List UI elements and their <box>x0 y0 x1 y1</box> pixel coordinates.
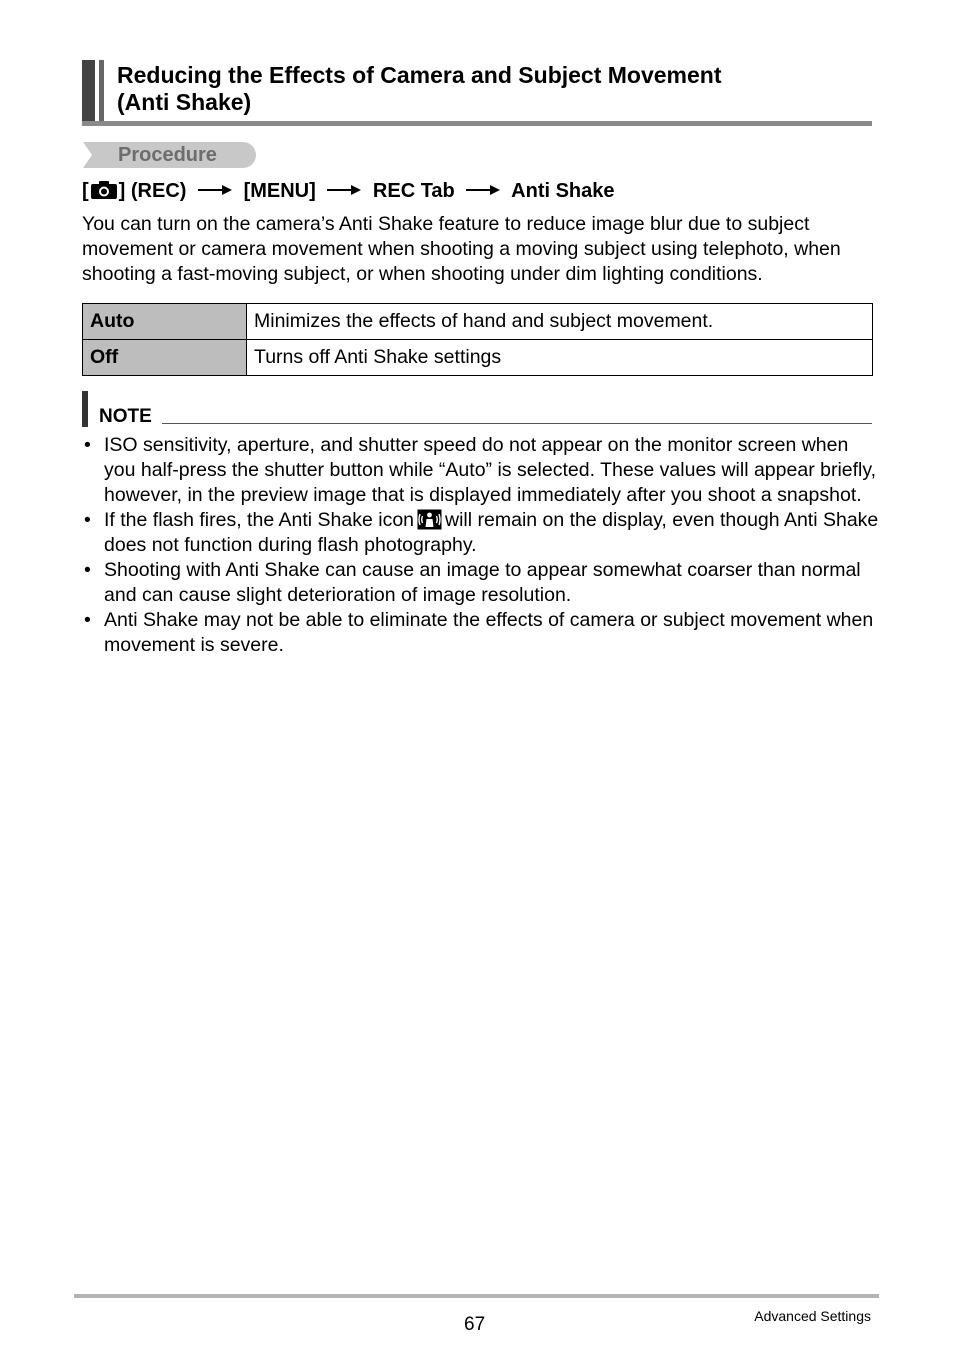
arrow-right-icon <box>327 184 361 196</box>
list-item <box>82 508 882 558</box>
heading-title-line2: (Anti Shake) <box>117 89 252 115</box>
note-text-after: will remain on the display, even though Anti Shake does not function during flash photography. <box>104 509 879 556</box>
path-rec-tab: REC Tab <box>372 180 455 202</box>
note-bar <box>82 391 88 427</box>
note-header <box>82 391 872 427</box>
note-text: Shooting with Anti Shake can cause an image to appear somewhat coarser than normal and can cause slight deterioration of image resolution. <box>104 559 861 606</box>
anti-shake-icon <box>417 509 442 530</box>
procedure-label: Procedure <box>118 144 217 166</box>
footer-rule <box>74 1294 879 1298</box>
bullet: • <box>84 559 91 581</box>
path-menu: [MENU] <box>243 180 316 202</box>
option-description: Turns off Anti Shake settings <box>247 340 873 376</box>
arrow-right-icon <box>198 184 232 196</box>
table-row <box>83 340 873 376</box>
list-item <box>82 558 882 608</box>
table-row <box>83 304 873 340</box>
option-key: Off <box>83 340 247 376</box>
note-label: NOTE <box>99 406 152 427</box>
note-text-before: If the flash fires, the Anti Shake icon <box>104 509 415 531</box>
path-open-bracket: [ <box>82 180 89 202</box>
bullet: • <box>84 509 91 531</box>
heading-title-line1: Reducing the Effects of Camera and Subject Movement <box>117 62 722 88</box>
camera-icon <box>90 180 118 200</box>
heading-bar-thin <box>99 60 104 122</box>
page-number: 67 <box>464 1314 486 1335</box>
section-heading <box>82 60 872 126</box>
path-anti-shake: Anti Shake <box>511 180 615 202</box>
procedure-chevron-icon <box>83 142 92 168</box>
section-name: Advanced Settings <box>754 1308 871 1324</box>
arrow-right-icon <box>466 184 500 196</box>
bullet: • <box>84 609 91 631</box>
note-text: Anti Shake may not be able to eliminate the effects of camera or subject movement when movement is severe. <box>104 609 874 656</box>
procedure-badge <box>83 142 256 168</box>
list-item <box>82 608 882 658</box>
note-rule <box>162 423 872 424</box>
menu-path <box>82 178 615 204</box>
note-list <box>82 433 882 658</box>
options-table <box>82 303 873 376</box>
list-item <box>82 433 882 508</box>
heading-title <box>117 62 722 116</box>
note-text: ISO sensitivity, aperture, and shutter speed do not appear on the monitor screen when you half-press the shutter button while “Auto” is selected. These values will appear briefly, however, in the preview image that is displayed immediately after you shoot a snapshot. <box>104 434 877 506</box>
option-key: Auto <box>83 304 247 340</box>
intro-paragraph: You can turn on the camera’s Anti Shake feature to reduce image blur due to subject movement or camera movement when shooting a moving subject using telephoto, when shooting a fast-moving subject, or when shooting under dim lighting conditions. <box>82 213 841 285</box>
path-rec: ] (REC) <box>118 180 187 202</box>
heading-underline <box>82 121 872 126</box>
option-description: Minimizes the effects of hand and subject movement. <box>247 304 873 340</box>
bullet: • <box>84 434 91 456</box>
heading-bar <box>82 60 95 122</box>
